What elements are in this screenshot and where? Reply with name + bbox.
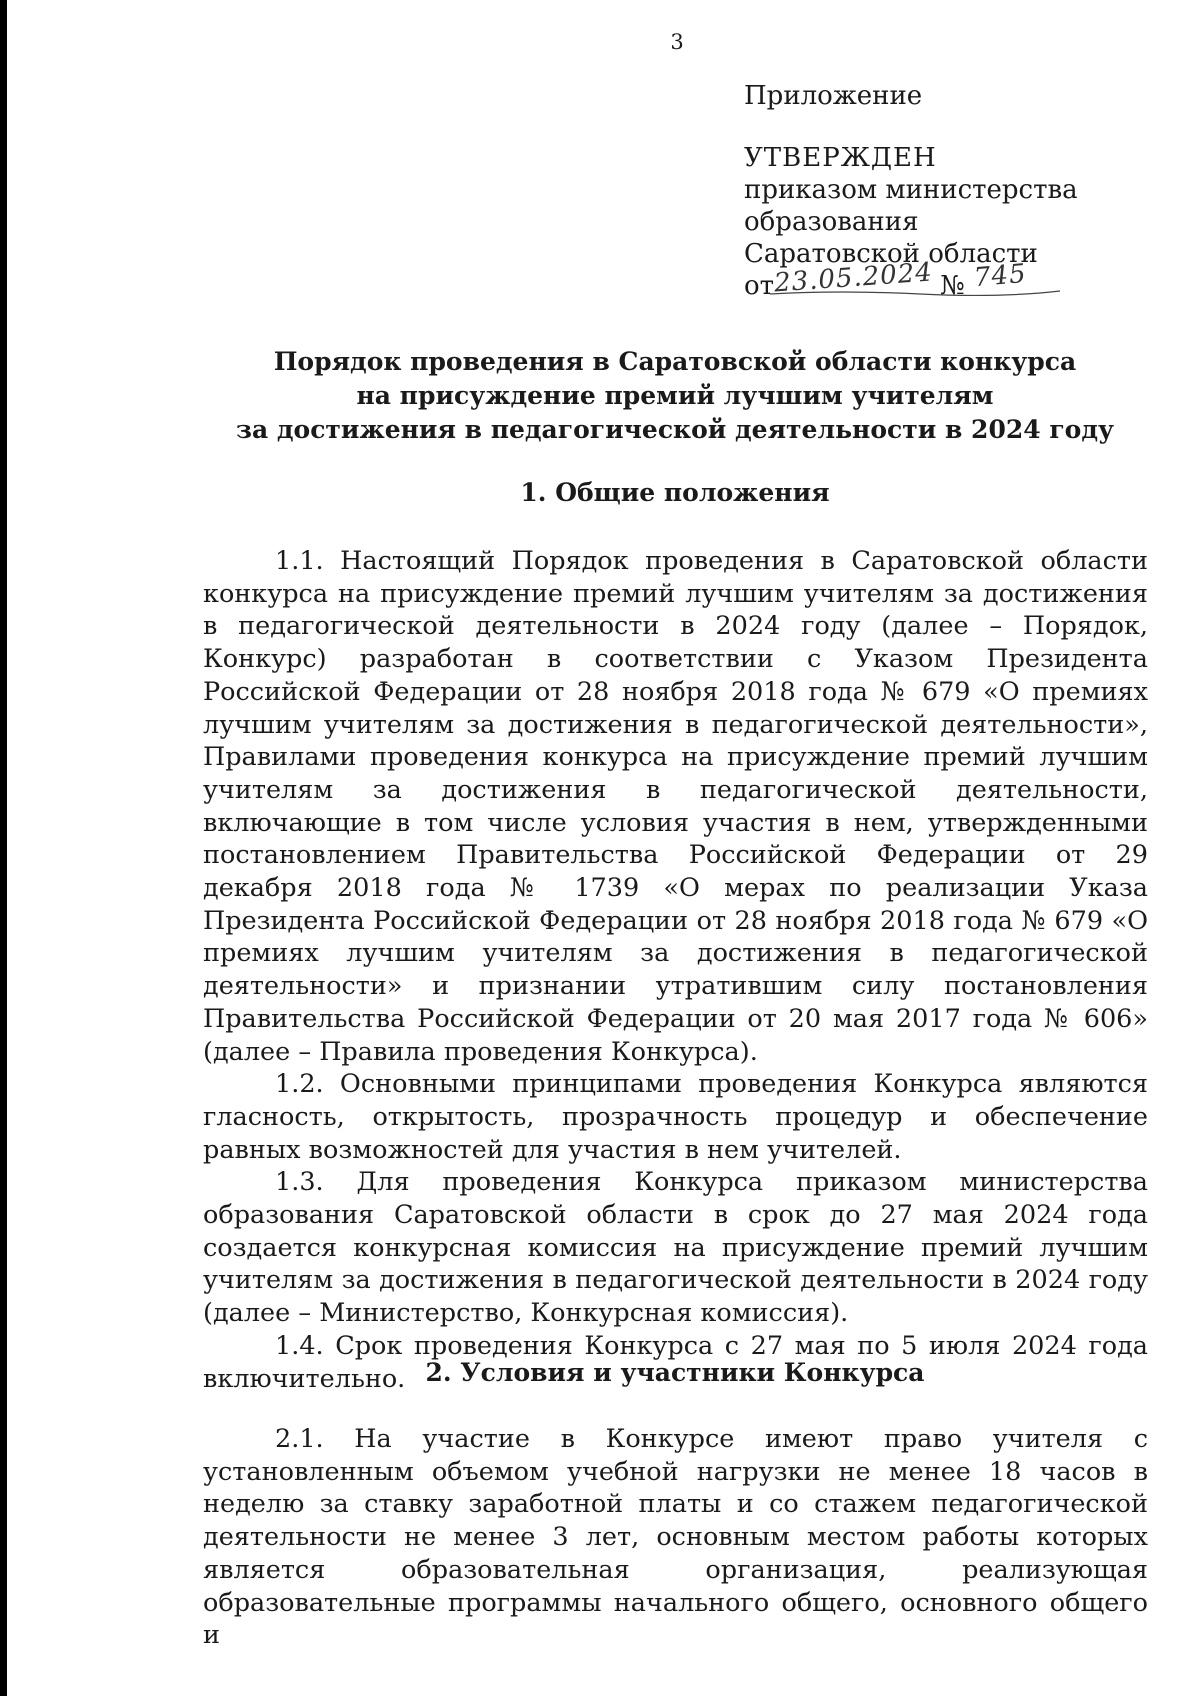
paragraph-1-3: 1.3. Для проведения Конкурса приказом министерства образования Саратовской области в срок до 27 мая 2024 года создается конкурсная комиссия на присуждение премий лучшим учителям за достижения в педагогической деятельности в 2024 году (далее – Министерство, Конкурсная комиссия). [203, 1167, 1148, 1329]
handwritten-date: 23.05.2024 [773, 257, 934, 299]
approved-label: УТВЕРЖДЕН [744, 143, 937, 173]
paragraph-2-1: 2.1. На участие в Конкурсе имеют право учителя с установленным объемом учебной нагрузки не менее 18 часов в неделю за ставку заработной платы и со стажем педагогической деятельности не менее 3 лет, основным местом работы которых является образовательная организация, реализующая образовательные программы начального общего, основного общего и [203, 1424, 1148, 1651]
handwritten-number: 745 [972, 258, 1028, 294]
document-title [190, 345, 1160, 447]
section-2-body [203, 1423, 1148, 1652]
order-date-number-line [744, 257, 1164, 304]
page-number: 3 [670, 30, 684, 54]
section-1-heading: 1. Общие положения [520, 478, 830, 507]
approval-stamp-block [744, 80, 1164, 304]
paragraph-1-1: 1.1. Настоящий Порядок проведения в Саратовской области конкурса на присуждение премий лучшим учителям за достижения в педагогической деятельности в 2024 году (далее – Порядок, Конкурс) разработан в соответствии с Указом Президента Российской Федерации от 28 ноября 2018 года № 679 «О премиях лучшим учителям за достижения в педагогической деятельности», Правилами проведения конкурса на присуждение премий лучшим учителям за достижения в педагогической деятельности, включающие в том числе условия участия в нем, утвержденными постановлением Правительства Российской Федерации от 29 декабря 2018 года № 1739 «О мерах по реализации Указа Президента Российской Федерации от 28 ноября 2018 года № 679 «О премиях лучшим учителям за достижения в педагогической деятельности» и признании утратившим силу постановления Правительства Российской Федерации от 20 мая 2017 года № 606» (далее – Правила проведения Конкурса). [203, 546, 1148, 1067]
number-label: № [940, 271, 965, 301]
paragraph-1-2: 1.2. Основными принципами проведения Конкурса являются гласность, открытость, прозрачность процедур и обеспечение равных возможностей для участия в нем учителей. [203, 1069, 1148, 1165]
approval-line-1: приказом министерства [744, 175, 1078, 205]
appendix-label: Приложение [744, 81, 923, 111]
section-2-heading: 2. Условия и участники Конкурса [425, 1358, 925, 1387]
title-line-1: Порядок проведения в Саратовской области конкурса [273, 347, 1077, 376]
title-line-2: на присуждение премий лучшим учителям [356, 381, 994, 410]
ot-label: от [744, 271, 775, 301]
approval-line-3: Саратовской области [744, 239, 1038, 269]
section-1-body [203, 545, 1148, 1395]
approval-line-2: образования [744, 207, 919, 237]
paragraph-1-4: 1.4. Срок проведения Конкурса с 27 мая по 5 июля 2024 года включительно. [203, 1330, 1148, 1394]
scan-edge-shadow [0, 0, 7, 1696]
title-line-3: за достижения в педагогической деятельности в 2024 году [236, 415, 1114, 444]
